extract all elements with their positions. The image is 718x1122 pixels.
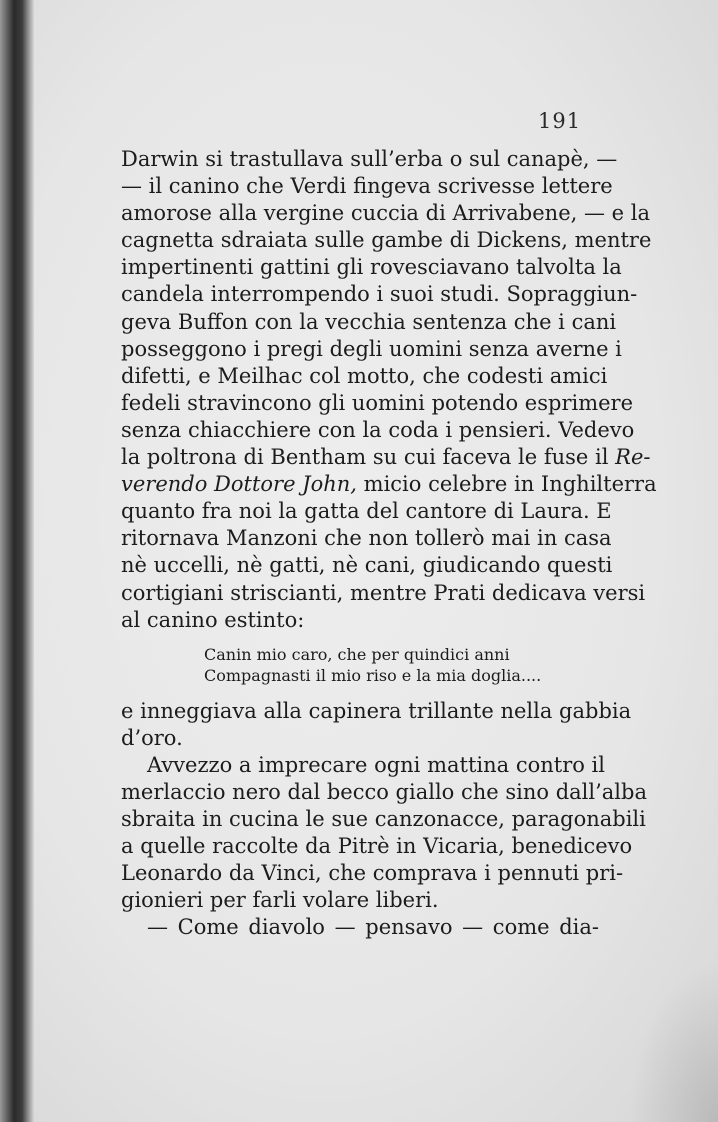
text-run: la poltrona di Bentham su cui faceva le fuse il	[121, 445, 616, 470]
text-line: cortigiani striscianti, mentre Prati dedicava versi	[121, 580, 646, 605]
body-text	[121, 146, 657, 942]
text-run: micio celebre in Inghilterra	[356, 472, 657, 497]
text-line: — Come diavolo — pensavo — come dia-	[147, 915, 599, 940]
text-line	[121, 444, 651, 471]
text-line: ritornava Manzoni che non tollerò mai in casa	[121, 526, 612, 551]
text-line: quanto fra noi la gatta del cantore di Laura. E	[121, 499, 612, 524]
text-line	[121, 471, 657, 498]
italic-text-run: verendo Dottore John,	[121, 472, 357, 497]
text-line: fedeli stravincono gli uomini potendo esprimere	[121, 390, 634, 415]
text-line: impertinenti gattini gli rovesciavano talvolta la	[121, 255, 622, 280]
text-line: Avvezzo a imprecare ogni mattina contro il	[147, 752, 605, 777]
page-number: 191	[538, 109, 582, 133]
text-line: — il canino che Verdi fingeva scrivesse lettere	[121, 174, 613, 199]
verse-line: Compagnasti il mio riso e la mia doglia....	[204, 665, 542, 685]
text-line: nè uccelli, nè gatti, nè cani, giudicando questi	[121, 553, 613, 578]
text-line: cagnetta sdraiata sulle gambe di Dickens, mentre	[121, 228, 652, 253]
text-line: gionieri per farli volare liberi.	[121, 888, 439, 913]
text-line: posseggono i pregi degli uomini senza averne i	[121, 336, 622, 361]
text-line: amorose alla vergine cuccia di Arrivabene, — e la	[121, 201, 650, 226]
text-line: d’oro.	[121, 725, 183, 750]
text-line: Leonardo da Vinci, che comprava i pennuti pri-	[121, 861, 624, 886]
text-line: sbraita in cucina le sue canzonacce, paragonabili	[121, 807, 646, 832]
italic-text-run: Re-	[615, 445, 651, 470]
text-line: candela interrompendo i suoi studi. Sopraggiun-	[121, 282, 638, 307]
text-line: al canino estinto:	[121, 607, 305, 632]
text-line: geva Buffon con la vecchia sentenza che i cani	[121, 309, 617, 334]
page-corner-stain	[628, 962, 718, 1122]
text-line: senza chiacchiere con la coda i pensieri. Vedevo	[121, 417, 635, 442]
text-line: a quelle raccolte da Pitrè in Vicaria, benedicevo	[121, 834, 633, 859]
book-spine-shadow	[0, 0, 34, 1122]
text-line: e inneggiava alla capinera trillante nella gabbia	[121, 698, 632, 723]
text-line: Darwin si trastullava sull’erba o sul canapè, —	[121, 147, 618, 171]
text-line: merlaccio nero dal becco giallo che sino dall’alba	[121, 779, 647, 804]
text-line: difetti, e Meilhac col motto, che codesti amici	[121, 363, 608, 388]
verse-line: Canin mio caro, che per quindici anni	[204, 644, 510, 664]
